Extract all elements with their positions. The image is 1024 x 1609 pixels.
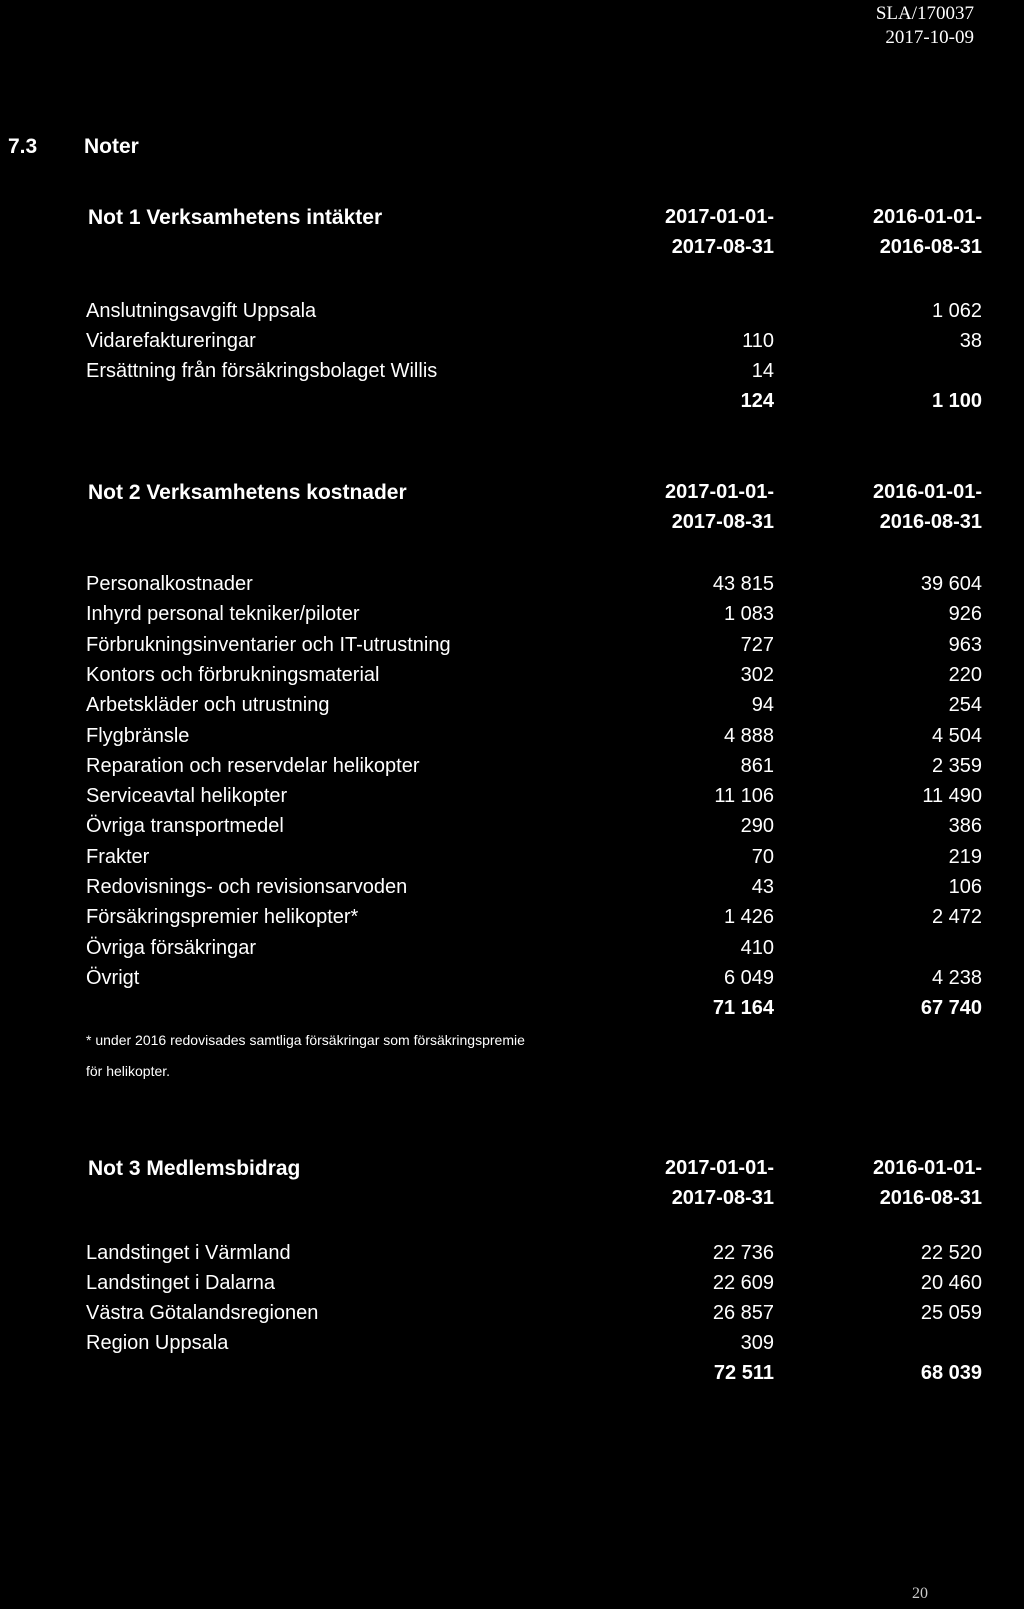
- row-value-2017: 6 049: [723, 966, 774, 989]
- row-value-2017: 11 106: [714, 785, 774, 808]
- row-label: Ersättning från försäkringsbolaget Willis: [86, 360, 438, 382]
- row-value-2017: 22 609: [712, 1272, 774, 1294]
- row-label: Förbrukningsinventarier och IT-utrustning: [86, 633, 451, 656]
- total-value-2016: 1 100: [931, 390, 982, 412]
- row-value-2016: 1 062: [931, 300, 982, 322]
- column-header-2016-end: 2016-08-31: [879, 236, 982, 258]
- row-label: Övriga försäkringar: [86, 936, 257, 959]
- row-value-2017: 26 857: [712, 1302, 774, 1324]
- row-value-2017: 43: [751, 876, 774, 898]
- column-header-2017-end: 2017-08-31: [671, 236, 774, 258]
- row-value-2016: 39 604: [920, 573, 982, 595]
- row-value-2016: 2 472: [931, 906, 982, 929]
- note-title: Not 1 Verksamhetens intäkter: [88, 206, 383, 229]
- column-header-2017-start: 2017-01-01-: [665, 1157, 774, 1179]
- row-label: Inhyrd personal tekniker/piloter: [86, 603, 360, 626]
- row-value-2016: 2 359: [931, 754, 982, 777]
- row-value-2017: 302: [740, 663, 774, 686]
- section-number: 7.3: [8, 135, 38, 158]
- row-value-2016: 926: [948, 603, 982, 626]
- column-header-2016-start: 2016-01-01-: [873, 1157, 982, 1179]
- row-value-2016: 220: [948, 663, 982, 686]
- column-header-2016-end: 2016-08-31: [879, 511, 982, 533]
- row-value-2016: 4 504: [931, 724, 982, 747]
- row-label: Arbetskläder och utrustning: [86, 694, 330, 717]
- document-reference: SLA/170037: [875, 3, 974, 24]
- row-label: Övrigt: [86, 966, 140, 989]
- row-value-2017: 22 736: [712, 1242, 774, 1264]
- row-value-2017: 110: [742, 330, 774, 352]
- total-value-2016: 67 740: [920, 997, 982, 1020]
- row-label: Serviceavtal helikopter: [86, 785, 288, 808]
- row-value-2016: 20 460: [920, 1272, 982, 1294]
- row-label: Region Uppsala: [86, 1332, 229, 1354]
- row-value-2016: 4 238: [931, 966, 982, 989]
- row-label: Landstinget i Värmland: [86, 1242, 291, 1264]
- row-value-2016: 219: [948, 845, 982, 868]
- column-header-2017-end: 2017-08-31: [671, 511, 774, 533]
- row-value-2017: 70: [751, 845, 774, 868]
- row-value-2017: 1 426: [723, 906, 774, 929]
- row-value-2016: 254: [948, 694, 982, 717]
- column-header-2016-start: 2016-01-01-: [873, 481, 982, 503]
- row-value-2017: 309: [740, 1332, 774, 1354]
- row-value-2016: 386: [948, 815, 982, 838]
- document-date: 2017-10-09: [885, 27, 974, 48]
- column-header-2017-end: 2017-08-31: [671, 1187, 774, 1209]
- row-value-2017: 861: [740, 754, 774, 777]
- row-value-2017: 1 083: [723, 603, 774, 626]
- row-label: Vidarefaktureringar: [86, 330, 256, 352]
- total-value-2017: 124: [740, 390, 774, 412]
- row-value-2016: 22 520: [920, 1242, 982, 1264]
- total-value-2016: 68 039: [920, 1362, 982, 1384]
- row-value-2017: 43 815: [712, 573, 774, 595]
- row-label: Försäkringspremier helikopter*: [86, 906, 359, 929]
- row-label: Redovisnings- och revisionsarvoden: [86, 876, 408, 898]
- total-value-2017: 71 164: [712, 997, 774, 1020]
- row-label: Kontors och förbrukningsmaterial: [86, 663, 380, 686]
- note-title: Not 2 Verksamhetens kostnader: [88, 481, 407, 504]
- row-value-2017: 94: [751, 694, 774, 717]
- row-value-2016: 963: [948, 633, 982, 656]
- row-label: Landstinget i Dalarna: [86, 1272, 276, 1294]
- row-value-2017: 4 888: [723, 724, 774, 747]
- row-value-2016: 38: [959, 330, 982, 352]
- page-number: 20: [912, 1585, 928, 1602]
- row-label: Frakter: [86, 845, 150, 868]
- column-header-2016-start: 2016-01-01-: [873, 206, 982, 228]
- footnote-line: för helikopter.: [86, 1063, 171, 1080]
- row-label: Anslutningsavgift Uppsala: [86, 300, 317, 322]
- column-header-2016-end: 2016-08-31: [879, 1187, 982, 1209]
- row-value-2017: 290: [740, 815, 774, 838]
- section-title: Noter: [84, 135, 139, 158]
- row-label: Reparation och reservdelar helikopter: [86, 754, 420, 777]
- row-label: Övriga transportmedel: [86, 815, 284, 838]
- note-title: Not 3 Medlemsbidrag: [88, 1157, 301, 1180]
- row-value-2017: 410: [740, 936, 774, 959]
- row-label: Västra Götalandsregionen: [86, 1302, 319, 1324]
- row-value-2017: 727: [740, 633, 774, 656]
- column-header-2017-start: 2017-01-01-: [665, 206, 774, 228]
- row-value-2017: 14: [751, 360, 774, 382]
- column-header-2017-start: 2017-01-01-: [665, 481, 774, 503]
- footnote-line: * under 2016 redovisades samtliga försäkringar som försäkringspremie: [86, 1032, 525, 1049]
- row-value-2016: 106: [948, 876, 982, 898]
- row-label: Flygbränsle: [86, 724, 190, 747]
- total-value-2017: 72 511: [713, 1362, 774, 1384]
- row-value-2016: 11 490: [922, 785, 982, 808]
- row-label: Personalkostnader: [86, 573, 253, 595]
- row-value-2016: 25 059: [920, 1302, 982, 1324]
